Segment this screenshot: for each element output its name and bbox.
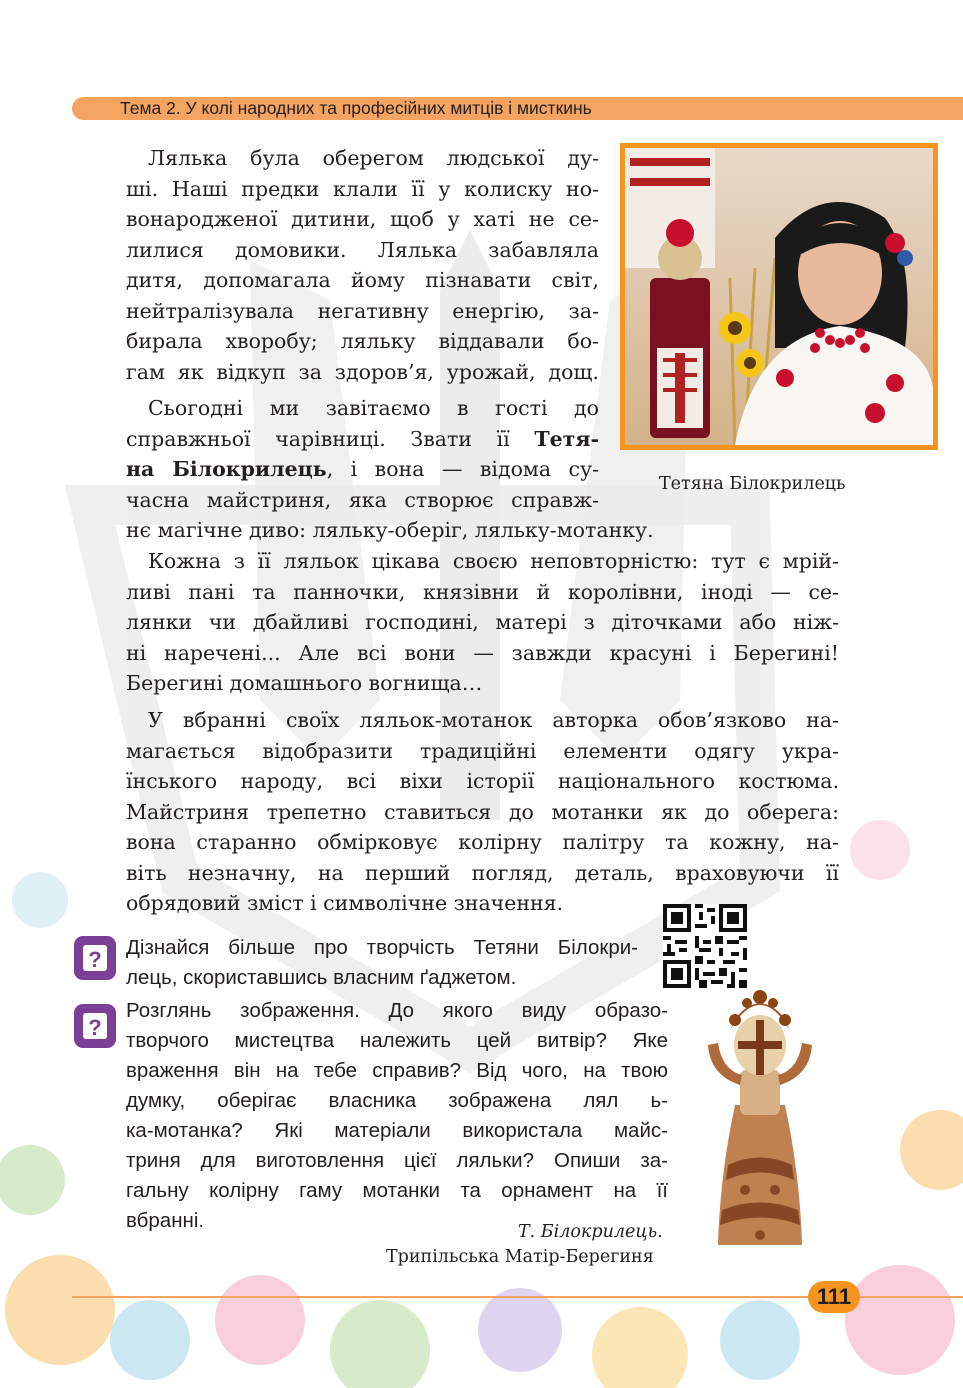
task-2 — [126, 996, 668, 1236]
text-line: лянки чи дбайливі господині, матері з діточками або ніж- — [126, 610, 839, 634]
text-line: лилися домовики. Лялька забавляла — [126, 237, 599, 262]
photo-caption: Тетяна Білокрилець — [659, 474, 846, 494]
text-run: , і вона — відома су- — [326, 457, 599, 481]
text-line: обрядовий зміст і символічне значення. — [126, 891, 564, 915]
text-line: нє магічне диво: ляльку-оберіг, ляльку-мотанку. — [126, 518, 654, 542]
text-line: гальну колірну гаму мотанки та орнамент на її — [126, 1179, 668, 1202]
text-line: їнського народу, всі віхи історії національного костюма. — [126, 769, 839, 793]
svg-text:?: ? — [88, 1015, 102, 1040]
text-line: Дізнайся більше про творчість Тетяни Білокри- — [126, 936, 638, 959]
text-line: думку, оберігає власника зображена лял ь- — [126, 1089, 668, 1112]
text-line: вона старанно обмірковує колірну палітру та кожну, на- — [126, 830, 839, 854]
text-line: магається відобразити традиційні елементи одягу укра- — [126, 738, 839, 763]
text-line: нейтралізувала негативну енергію, за- — [126, 298, 599, 323]
text-line: гам як відкуп за здоров’я, урожай, дощ. — [126, 359, 599, 384]
bold-name: на Білокрилець — [126, 457, 327, 481]
motanka-doll-image — [700, 975, 820, 1255]
master-photo — [620, 143, 938, 450]
text-line: ші. Наші предки клали її у колиску но- — [126, 176, 599, 201]
text-line — [126, 454, 599, 485]
text-line: бирала хворобу; ляльку віддавали бо- — [126, 329, 599, 353]
text-line: Сьогодні ми завітаємо в гості до — [148, 396, 599, 420]
text-line: вонародженої дитини, щоб у хаті не се- — [126, 207, 599, 231]
text-line: творчого мистецтва належить цей витвір? Яке — [126, 1029, 668, 1052]
doll-caption-title: Трипільська Матір-Берегиня — [386, 1247, 654, 1267]
text-line: Берегині домашнього вогнища… — [126, 671, 483, 695]
topic-header-bar — [72, 97, 963, 120]
text-line: Кожна з її ляльок цікава своєю неповторністю: тут є мрій- — [148, 549, 839, 573]
text-line: ні наречені... Але всі вони — завжди красуні і Берегині! — [126, 640, 839, 665]
topic-title: Тема 2. У колі народних та професійних митців і мисткинь — [120, 98, 592, 118]
portrait-image — [625, 148, 933, 445]
text-line: Лялька була оберегом людської ду- — [148, 146, 599, 170]
text-line: вбранні. — [126, 1209, 205, 1232]
text-line: враження він на тебе справив? Від чого, на твою — [126, 1059, 668, 1082]
text-line: часна майстриня, яка створює справж- — [126, 487, 599, 512]
text-line: ливі пані та панночки, князівни й королівни, іноді — се- — [126, 579, 839, 604]
text-line: У вбранні своїх ляльок-мотанок авторка обов’язково на- — [148, 708, 839, 732]
text-run: справжньої чарівниці. Звати її — [126, 426, 535, 451]
paragraph-1 — [126, 143, 599, 387]
doll-caption-author: Т. Білокрилець. — [518, 1222, 663, 1242]
paragraph-2-end — [126, 515, 726, 546]
text-line: лець, скориставшись власним ґаджетом. — [126, 966, 517, 989]
text-line: ка-мотанка? Які матеріали використала майс- — [126, 1119, 668, 1142]
question-mark-icon — [74, 936, 116, 980]
text-line: триня для виготовлення цієї ляльки? Опиши за- — [126, 1149, 668, 1172]
question-mark-icon — [74, 1004, 116, 1048]
text-line: Майстриня трепетно ставиться до мотанки як до оберега: — [126, 799, 839, 824]
text-line: Розглянь зображення. До якого виду образо- — [126, 999, 668, 1022]
paragraph-4 — [126, 705, 839, 919]
task-1 — [126, 933, 638, 993]
svg-text:?: ? — [88, 947, 102, 972]
bold-name: Тетя- — [534, 426, 599, 451]
page-number: 111 — [808, 1281, 860, 1313]
text-line — [126, 424, 599, 455]
paragraph-3 — [126, 546, 839, 699]
text-line: дитя, допомагала йому пізнавати світ, — [126, 268, 599, 292]
paragraph-2 — [126, 393, 599, 515]
text-line: віть незначну, на перший погляд, деталь, враховуючи її — [126, 860, 839, 885]
